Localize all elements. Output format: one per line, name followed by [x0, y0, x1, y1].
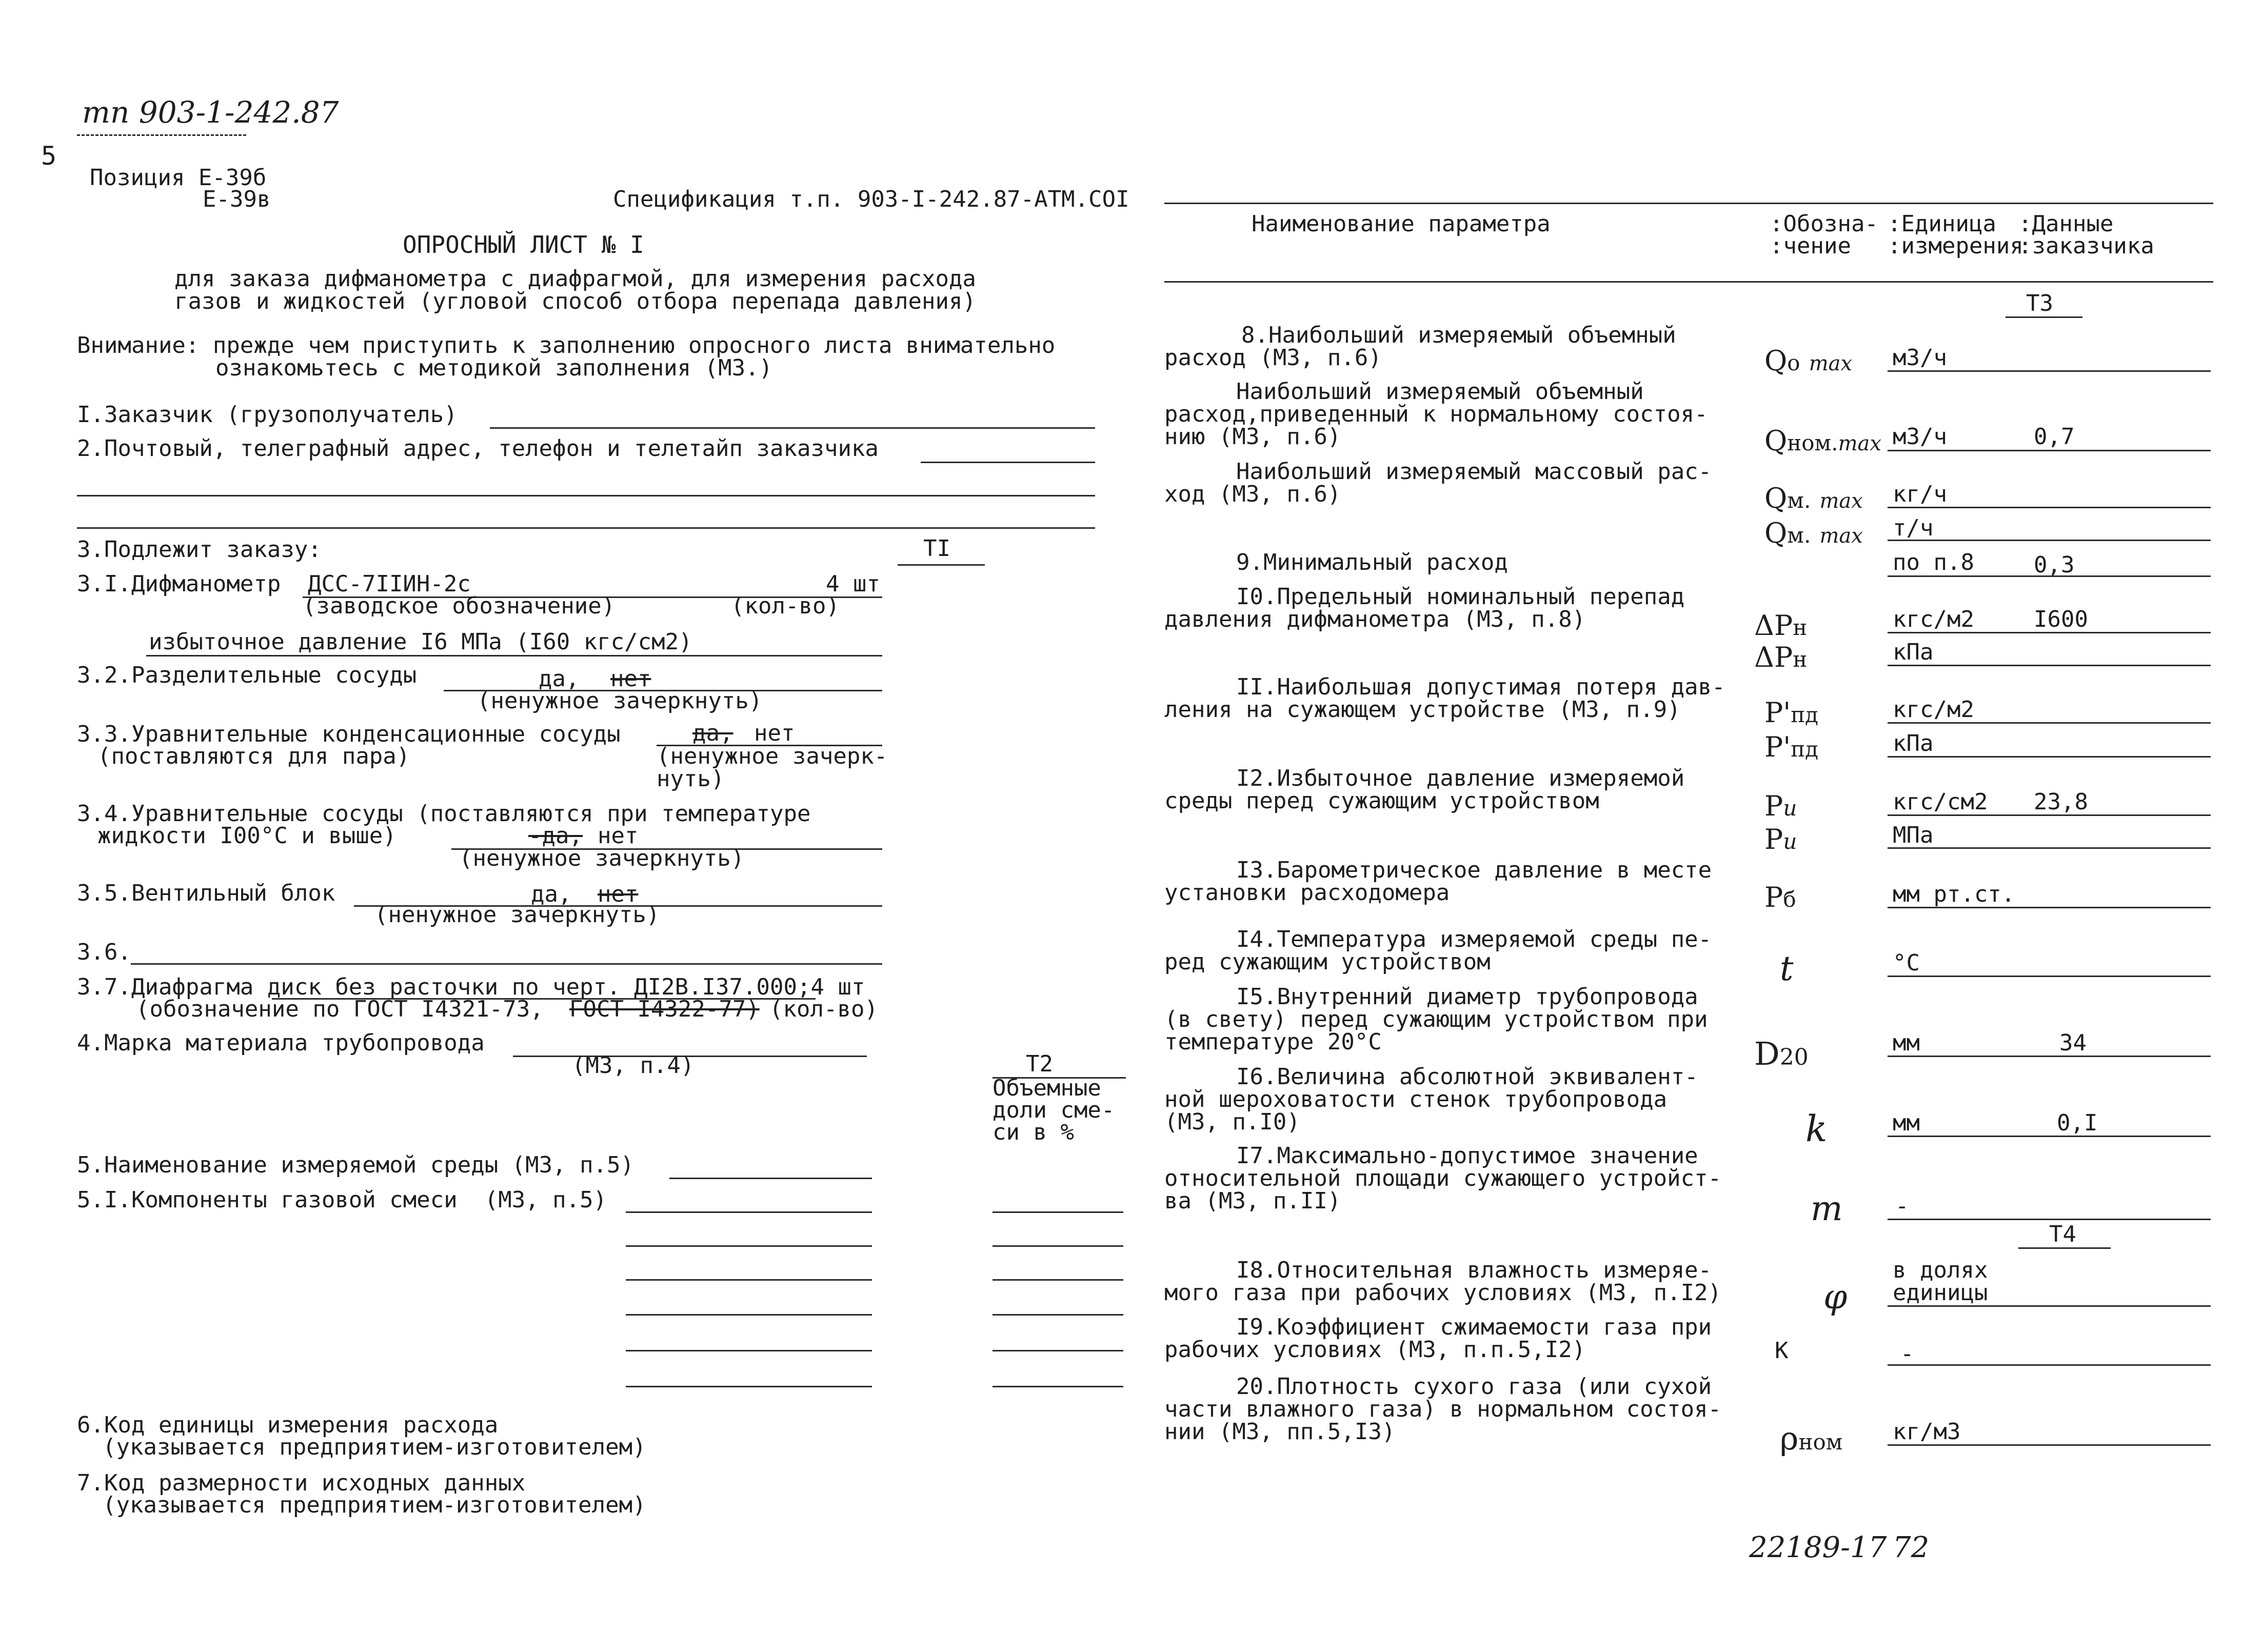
param-9-field	[1888, 575, 2211, 577]
col-name-header: Наименование параметра	[1252, 211, 1551, 237]
param-15-field	[1888, 1056, 2211, 1057]
item-3-2-label: 3.2.Разделительные сосуды	[77, 662, 417, 688]
param-17-field	[1888, 1219, 2211, 1220]
item-3-3-hint-2: нуть)	[657, 766, 725, 792]
param-16-unit: мм	[1893, 1110, 1920, 1136]
param-8-unit-field	[1888, 370, 2211, 372]
item-3-7-line2b-struck: ГОСТ I4322-77)	[569, 996, 760, 1022]
item-3-4-hint: (ненужное зачеркнуть)	[459, 845, 745, 871]
param-8-unit: м3/ч	[1893, 345, 1947, 371]
param-20-symbol: ρном	[1780, 1420, 1843, 1457]
param-16-line2: ной шероховатости стенок трубопровода	[1164, 1086, 1668, 1112]
param-13-unit: мм рт.ст.	[1893, 881, 2015, 907]
item-3-7-line2a: (обозначение по ГОСТ I4321-73,	[136, 996, 544, 1022]
item-2-field-3	[77, 527, 1095, 529]
param-11-line2: ления на сужающем устройстве (МЗ, п.9)	[1164, 696, 1681, 723]
item-3-5-label: 3.5.Вентильный блок	[77, 880, 335, 906]
param-8-line2: расход (МЗ, п.6)	[1164, 345, 1382, 371]
param-8c-symbol-2: Qм. max	[1764, 517, 1863, 549]
item-3-3-no: нет	[754, 720, 795, 746]
header-top-rule	[1164, 203, 2213, 204]
table-marker-t2: Т2	[1026, 1051, 1053, 1077]
param-18-line1: I8.Относительная влажность измеряе-	[1236, 1257, 1712, 1283]
col-sym-header-2: :чение	[1770, 233, 1851, 259]
item-5-1-share-4	[993, 1314, 1123, 1316]
param-19-line1: I9.Коэффициент сжимаемости газа при	[1236, 1314, 1712, 1340]
param-10-unit-1: кгс/м2	[1893, 606, 1974, 632]
item-5-1-share-6	[993, 1386, 1123, 1387]
param-11-field-2	[1888, 756, 2211, 758]
param-11-symbol-2: P'пд	[1764, 731, 1819, 763]
attention-1: Внимание: прежде чем приступить к заполнению опросного листа внимательно	[77, 332, 1056, 359]
item-3-7-line2c: (кол-во)	[769, 996, 878, 1022]
param-10-symbol-2: ΔPн	[1754, 641, 1808, 673]
param-17-line1: I7.Максимально-допустимое значение	[1236, 1143, 1698, 1169]
footer-stamp: 22189-17	[1749, 1531, 1887, 1564]
param-10-field-1	[1888, 632, 2211, 633]
param-10-line2: давления дифманометра (МЗ, п.8)	[1164, 606, 1586, 632]
param-12-unit-2: МПа	[1893, 822, 1934, 848]
col-sym-header-1: :Обозна-	[1770, 211, 1878, 237]
param-8c-line2: ход (МЗ, п.6)	[1164, 481, 1341, 507]
item-2-field-2	[77, 495, 1095, 496]
param-14-unit: °С	[1893, 950, 1920, 976]
param-12-unit-1: кгс/см2	[1893, 789, 1988, 815]
item-3-1-value: ДСС-7IIИН-2с	[308, 571, 471, 597]
item-2-field	[921, 462, 1095, 463]
param-13-symbol: Pб	[1764, 881, 1796, 913]
param-8-line1: 8.Наибольший измеряемый объемный	[1241, 322, 1676, 348]
t1-underline	[898, 564, 985, 566]
table-marker-t1: ТI	[923, 535, 950, 562]
param-16-symbol: k	[1805, 1108, 1828, 1150]
page-number: 5	[41, 141, 57, 171]
param-17-unit: -	[1895, 1193, 1909, 1219]
item-3-6-field	[131, 963, 882, 965]
param-8c-unit-1: кг/ч	[1893, 481, 1947, 507]
col-data-header-1: :Данные	[2018, 211, 2114, 237]
item-1-field	[490, 427, 1095, 429]
param-20-line1: 20.Плотность сухого газа (или сухой	[1236, 1374, 1712, 1400]
item-3-order: 3.Подлежит заказу:	[77, 536, 322, 563]
param-13-line1: I3.Барометрическое давление в месте	[1236, 857, 1712, 883]
item-3-1-label: 3.I.Дифманометр	[77, 571, 281, 597]
param-13-line2: установки расходомера	[1164, 880, 1450, 906]
item-3-7-line1: 3.7.Диафрагма диск без расточки по черт. ДI2В.I37.000;4 шт	[77, 974, 865, 1000]
param-12-symbol-1: Pи	[1764, 790, 1797, 822]
item-2-address: 2.Почтовый, телеграфный адрес, телефон и телетайп заказчика	[77, 435, 879, 462]
item-3-4-line1: 3.4.Уравнительные сосуды (поставляются при температуре	[77, 801, 811, 827]
param-8c-line1: Наибольший измеряемый массовый рас-	[1236, 459, 1712, 485]
param-11-field-1	[1888, 722, 2211, 724]
param-10-unit-2: кПа	[1893, 639, 1934, 665]
item-5-1-field-5	[626, 1350, 872, 1351]
t2-caption-2: доли сме-	[993, 1097, 1115, 1123]
param-15-unit: мм	[1893, 1030, 1920, 1056]
param-12-line2: среды перед сужающим устройством	[1164, 788, 1599, 814]
item-4-material: 4.Марка материала трубопровода	[77, 1030, 485, 1056]
param-12-symbol-2: Pи	[1764, 823, 1797, 855]
param-8b-line2: расход,приведенный к нормальному состоя-	[1164, 401, 1708, 427]
param-19-unit: -	[1900, 1341, 1914, 1367]
item-3-1-hint: (заводское обозначение)	[303, 593, 616, 619]
param-14-field	[1888, 976, 2211, 977]
param-15-value: 34	[2059, 1030, 2087, 1056]
item-3-1-pressure-field	[146, 655, 882, 656]
item-3-5-hint: (ненужное зачеркнуть)	[374, 902, 660, 928]
item-5-1-field-3	[626, 1279, 872, 1281]
col-unit-header-2: :измерения	[1888, 233, 2023, 259]
param-15-line1: I5.Внутренний диаметр трубопровода	[1236, 984, 1698, 1010]
item-5-1-field-1	[626, 1211, 872, 1213]
item-3-5-yes: да,	[531, 881, 572, 907]
param-13-field	[1888, 907, 2211, 908]
param-18-unit-1: в долях	[1893, 1257, 1988, 1283]
item-3-5-no-struck: нет	[598, 881, 639, 907]
item-3-1-qty: 4 шт	[826, 571, 880, 597]
param-12-field-2	[1888, 847, 2211, 849]
param-11-symbol-1: P'пд	[1764, 696, 1819, 729]
item-5-1-share-3	[993, 1279, 1123, 1281]
item-7-line2: (указывается предприятием-изготовителем)	[103, 1492, 646, 1518]
param-8c-unit-2: т/ч	[1893, 515, 1934, 541]
footer-page-number: 72	[1893, 1531, 1930, 1564]
t4-underline	[2018, 1247, 2111, 1249]
param-12-field-1	[1888, 814, 2211, 816]
item-5-medium: 5.Наименование измеряемой среды (МЗ, п.5)	[77, 1152, 634, 1178]
param-8b-line3: нию (МЗ, п.6)	[1164, 424, 1341, 450]
param-20-unit: кг/м3	[1893, 1419, 1961, 1445]
t3-underline	[2006, 316, 2082, 318]
param-17-line2: относительной площади сужающего устройст-	[1164, 1165, 1722, 1191]
item-5-1-share-5	[993, 1350, 1123, 1351]
param-20-line2: части влажного газа) в нормальном состоя-	[1164, 1396, 1722, 1422]
param-14-symbol: t	[1780, 949, 1794, 988]
param-18-symbol: φ	[1823, 1277, 1848, 1317]
param-8b-unit: м3/ч	[1893, 424, 1947, 450]
param-10-line1: I0.Предельный номинальный перепад	[1236, 584, 1685, 610]
param-11-unit-1: кгс/м2	[1893, 696, 1974, 723]
param-11-unit-2: кПа	[1893, 730, 1934, 757]
param-10-symbol-1: ΔPн	[1754, 609, 1808, 642]
param-19-line2: рабочих условиях (МЗ, п.п.5,I2)	[1164, 1337, 1586, 1363]
item-3-4-no: нет	[598, 823, 639, 849]
specification: Спецификация т.п. 903-I-242.87-АТМ.СОI	[613, 186, 1129, 212]
item-5-1-share-2	[993, 1245, 1123, 1247]
param-14-line1: I4.Температура измеряемой среды пе-	[1236, 926, 1712, 952]
param-8b-line1: Наибольший измеряемый объемный	[1236, 379, 1644, 405]
item-1-customer: I.Заказчик (грузополучатель)	[77, 402, 458, 428]
param-8b-symbol: Qном.max	[1764, 425, 1881, 457]
item-3-4-line2: жидкости I00°С и выше)	[97, 823, 396, 849]
item-5-1-field-2	[626, 1245, 872, 1247]
header-bottom-rule	[1164, 281, 2213, 283]
item-6-line2: (указывается предприятием-изготовителем)	[103, 1434, 646, 1460]
item-5-field	[669, 1178, 872, 1179]
param-17-symbol: m	[1811, 1189, 1843, 1228]
item-5-1-share-1	[993, 1211, 1123, 1213]
param-15-symbol: D20	[1754, 1035, 1809, 1072]
param-16-line1: I6.Величина абсолютной эквивалент-	[1236, 1064, 1698, 1090]
item-3-4-yes-struck: -да,	[528, 823, 583, 849]
doc-number-handwritten: тп 903-1-242.87	[82, 95, 339, 130]
param-20-field	[1888, 1444, 2211, 1446]
item-3-1-hint-qty: (кол-во)	[731, 593, 840, 619]
param-8c-field-2	[1888, 540, 2211, 541]
item-5-1-components: 5.I.Компоненты газовой смеси (МЗ, п.5)	[77, 1187, 607, 1213]
item-5-1-field-4	[626, 1314, 872, 1316]
item-3-3-line2: (поставляются для пара)	[97, 743, 410, 769]
item-3-1-pressure: избыточное давление I6 МПа (I60 кгс/см2)	[149, 629, 692, 655]
param-16-line3: (МЗ, п.I0)	[1164, 1109, 1300, 1135]
param-18-line2: мого газа при рабочих условиях (МЗ, п.I2)	[1164, 1280, 1722, 1306]
param-15-line2: (в свету) перед сужающим устройством при	[1164, 1006, 1708, 1032]
item-5-1-field-6	[626, 1386, 872, 1387]
param-19-symbol: К	[1775, 1338, 1789, 1364]
param-8b-value: 0,7	[2034, 424, 2075, 450]
param-15-line3: температуре 20°С	[1164, 1029, 1382, 1055]
param-20-line3: нии (МЗ, пп.5,I3)	[1164, 1419, 1396, 1445]
item-3-2-hint: (ненужное зачеркнуть)	[477, 688, 763, 714]
item-6-line1: 6.Код единицы измерения расхода	[77, 1412, 499, 1438]
doc-number-underline	[77, 134, 246, 136]
param-10-field-2	[1888, 665, 2211, 666]
param-9: 9.Минимальный расход	[1236, 549, 1508, 575]
item-3-3-hint-1: (ненужное зачерк-	[657, 743, 888, 769]
item-4-hint: (МЗ, п.4)	[572, 1052, 694, 1079]
item-3-2-no-struck: нет	[610, 666, 651, 692]
param-8-symbol: Qо max	[1764, 345, 1853, 377]
col-data-header-2: :заказчика	[2018, 233, 2154, 259]
param-16-value: 0,I	[2057, 1110, 2098, 1136]
param-8c-symbol-1: Qм. max	[1764, 482, 1863, 514]
param-8b-field	[1888, 450, 2211, 451]
item-3-3-yes-struck: да,	[692, 720, 733, 746]
form-subtitle-1: для заказа дифманометра с диафрагмой, для измерения расхода	[174, 266, 976, 292]
param-14-line2: ред сужающим устройством	[1164, 949, 1491, 975]
table-marker-t3: Т3	[2026, 290, 2053, 316]
form-title: ОПРОСНЫЙ ЛИСТ № I	[403, 231, 644, 258]
t2-caption-1: Объемные	[993, 1075, 1101, 1101]
t2-caption-3: си в %	[993, 1119, 1074, 1145]
param-17-line3: ва (МЗ, п.II)	[1164, 1188, 1341, 1214]
position-2: Е-39в	[203, 186, 271, 212]
attention-2: ознакомьтесь с методикой заполнения (МЗ.)	[215, 355, 773, 381]
param-12-line1: I2.Избыточное давление измеряемой	[1236, 765, 1685, 791]
param-8c-field-1	[1888, 507, 2211, 508]
position-1: Позиция Е-39б	[90, 165, 267, 191]
param-10-value: I600	[2034, 606, 2088, 632]
param-9-value: 0,3	[2034, 552, 2075, 578]
param-9-unit: по п.8	[1893, 549, 1974, 575]
param-12-value: 23,8	[2034, 789, 2088, 815]
param-16-field	[1888, 1136, 2211, 1137]
param-18-field	[1888, 1305, 2211, 1307]
table-marker-t4: Т4	[2049, 1221, 2076, 1247]
item-3-6: 3.6.	[77, 939, 131, 965]
item-7-line1: 7.Код размерности исходных данных	[77, 1470, 526, 1496]
param-19-field	[1888, 1364, 2211, 1366]
param-11-line1: II.Наибольшая допустимая потеря дав-	[1236, 674, 1725, 700]
item-3-3-line1: 3.3.Уравнительные конденсационные сосуды	[77, 721, 621, 747]
col-unit-header-1: :Единица	[1888, 211, 1996, 237]
form-subtitle-2: газов и жидкостей (угловой способ отбора перепада давления)	[174, 288, 976, 314]
item-3-2-yes: да,	[539, 666, 580, 692]
param-18-unit-2: единицы	[1893, 1280, 1988, 1306]
